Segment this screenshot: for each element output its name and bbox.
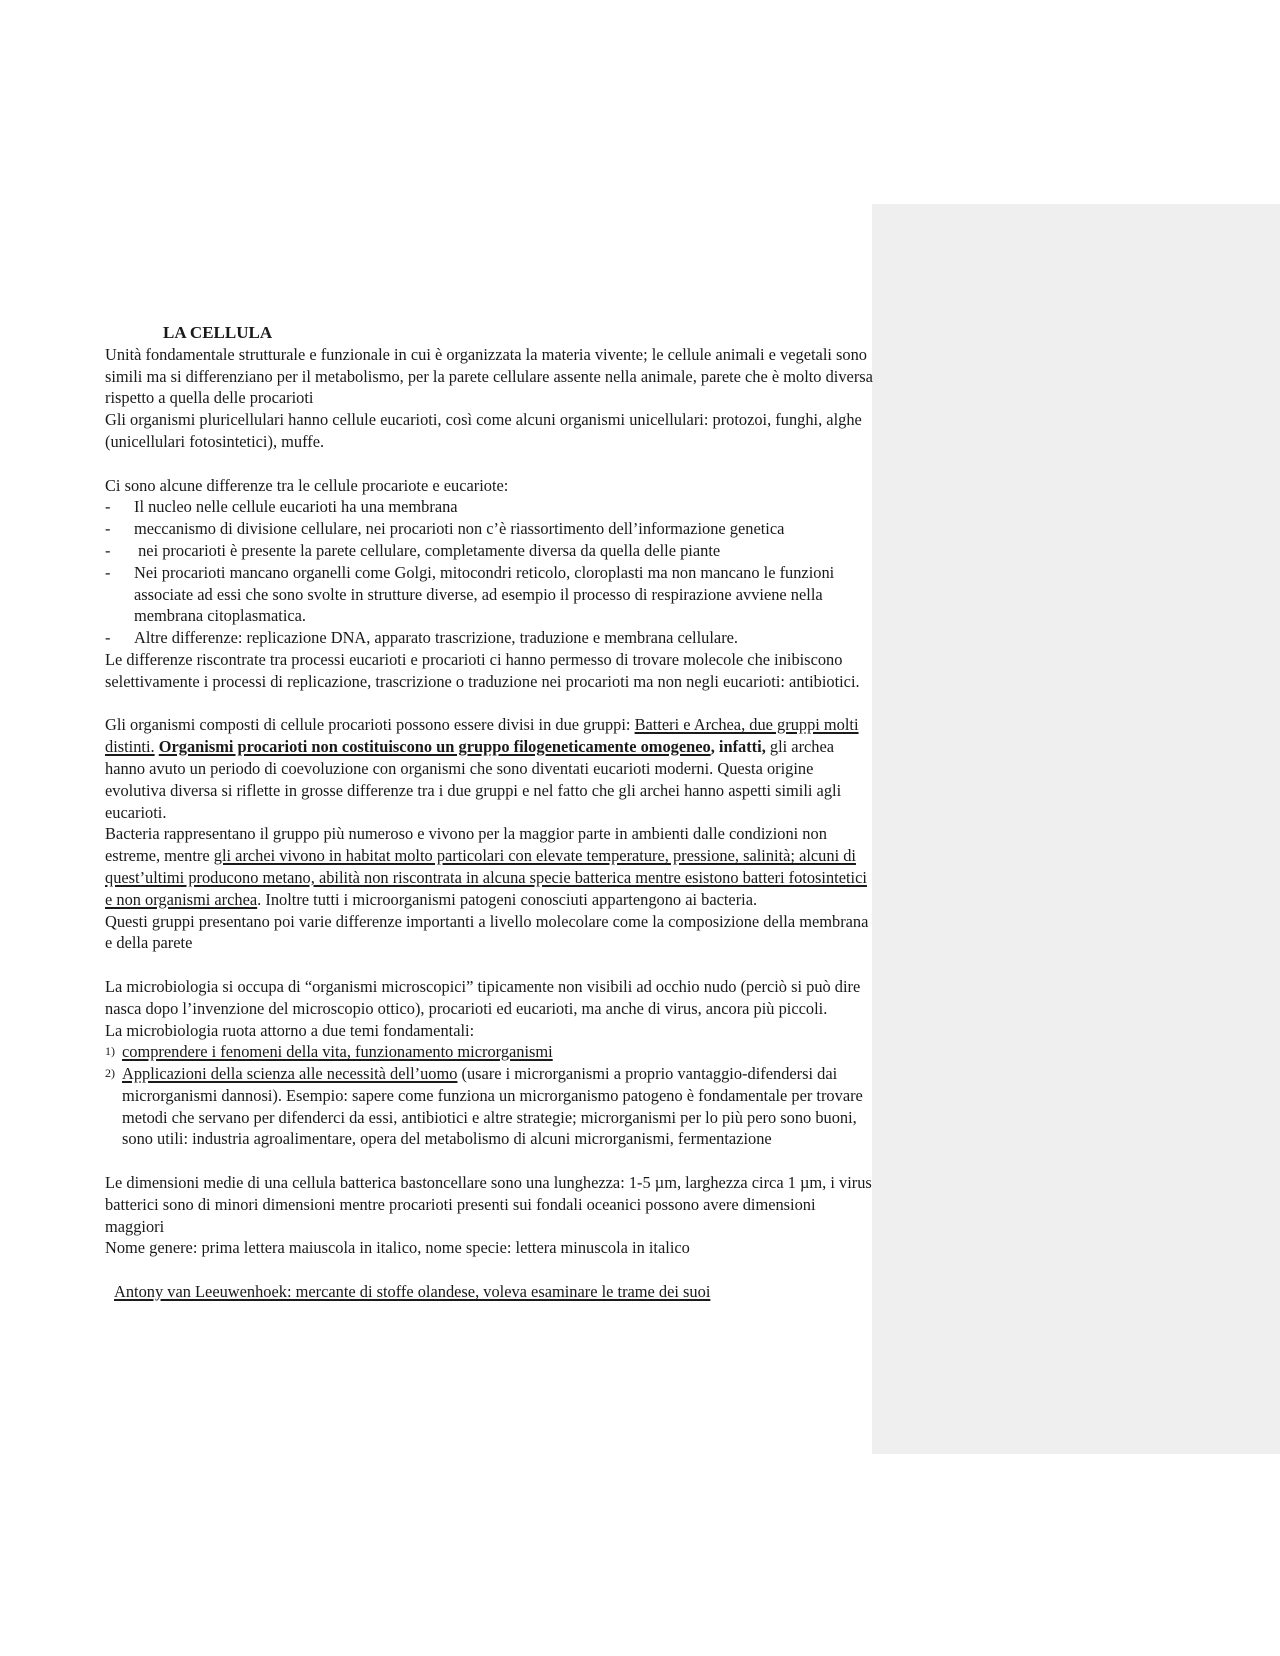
- text-run: Gli organismi composti di cellule procarioti possono essere divisi in due gruppi:: [105, 715, 635, 735]
- text-run: gli archea hanno avuto un periodo di coevoluzione con organismi che sono diventati eucarioti moderni. Questa origine evolutiva diversa si riflette in grosse differenze tra i due gruppi e nel fatto che gli archei hanno aspetti simili agli eucarioti.: [105, 737, 842, 822]
- list-item: [105, 562, 875, 627]
- paragraph-antibiotics: Le differenze riscontrate tra processi eucarioti e procarioti ci hanno permesso di trovare molecole che inibiscono selettivamente i processi di replicazione, trascrizione o traduzione nei procarioti ma non negli eucarioti: antibiotici.: [105, 649, 860, 691]
- paragraph-nomenclature: Nome genere: prima lettera maiuscola in italico, nome specie: lettera minuscola in italico: [105, 1238, 690, 1258]
- dash-marker: -: [105, 628, 111, 648]
- item-number: 1): [105, 1044, 115, 1059]
- list-item-text: nei procarioti è presente la parete cellulare, completamente diversa da quella delle piante: [138, 540, 721, 560]
- spacer: [105, 693, 875, 715]
- spacer: [105, 1259, 875, 1281]
- paragraph-intro: Unità fondamentale strutturale e funzionale in cui è organizzata la materia vivente; le cellule animali e vegetali sono simili ma si differenziano per il metabolismo, per la parete cellulare assente nella animale, parete che è molto diversa rispetto a quella delle procarioti: [105, 344, 873, 408]
- paragraph-pluricellular: Gli organismi pluricellulari hanno cellule eucarioti, così come alcuni organismi unicellulari: protozoi, funghi, alghe (unicellulari fotosintetici), muffe.: [105, 410, 862, 451]
- bold-underlined-text: Organismi procarioti non costituiscono un gruppo filogeneticamente omogeneo: [158, 737, 711, 757]
- list-item: [105, 627, 875, 649]
- paragraph-leeuwenhoek: [114, 1281, 875, 1303]
- comment-pane: [872, 204, 1280, 1454]
- paragraph-dimensions: Le dimensioni medie di una cellula batterica bastoncellare sono una lunghezza: 1-5 µm, larghezza circa 1 µm, i virus batterici sono di minori dimensioni mentre procarioti presenti sui fondali oceanici possono avere dimensioni maggiori: [105, 1173, 872, 1236]
- spacer: [105, 954, 875, 976]
- underlined-text: Batteri e Archea, due gruppi molti distinti.: [105, 715, 859, 757]
- document-title: LA CELLULA: [163, 323, 273, 342]
- list-item-text: Il nucleo nelle cellule eucarioti ha una membrana: [134, 497, 458, 517]
- differences-intro: Ci sono alcune differenze tra le cellule procariote e eucariote:: [105, 475, 509, 495]
- list-item-text: Altre differenze: replicazione DNA, apparato trascrizione, traduzione e membrana cellulare.: [134, 628, 739, 648]
- document-body: [105, 322, 875, 1303]
- numbered-item: [105, 1041, 875, 1063]
- underlined-text: Antony van Leeuwenhoek: mercante di stoffe olandese, voleva esaminare le trame dei suoi: [114, 1282, 711, 1302]
- list-item: [105, 496, 875, 518]
- text-run: . Inoltre tutti i microorganismi patogeni conosciuti appartengono ai bacteria.: [257, 889, 758, 909]
- list-item-text: Nei procarioti mancano organelli come Golgi, mitocondri reticolo, cloroplasti ma non mancano le funzioni associate ad essi che sono svolte in strutture diverse, ad esempio il processo di respirazione avviene nella membrana citoplasmatica.: [134, 562, 835, 626]
- numbered-item: [105, 1063, 875, 1150]
- spacer: [105, 453, 875, 475]
- underlined-text: gli archei vivono in habitat molto particolari con elevate temperature, pressione, salinità; alcuni di quest’ultimi producono metano, abilità non riscontrata in alcuna specie batterica mentre esistono batteri fotosintetici e non organismi archea: [105, 846, 867, 909]
- text-run: Bacteria rappresentano il gruppo più numeroso e vivono per la maggior parte in ambienti dalle condizioni non estreme, mentre: [105, 824, 827, 866]
- dash-marker: -: [105, 519, 111, 539]
- list-item: [105, 518, 875, 540]
- item-number: 2): [105, 1066, 115, 1081]
- dash-marker: -: [105, 497, 111, 517]
- underlined-text: comprendere i fenomeni della vita, funzionamento microrganismi: [122, 1042, 553, 1062]
- paragraph-bacteria: [105, 823, 875, 910]
- bold-text: , infatti,: [710, 737, 766, 757]
- list-item-text: meccanismo di divisione cellulare, nei procarioti non c’è riassortimento dell’informazione genetica: [134, 519, 785, 539]
- underlined-text: Applicazioni della scienza alle necessità dell’uomo: [122, 1064, 458, 1084]
- paragraph-themes-intro: La microbiologia ruota attorno a due temi fondamentali:: [105, 1020, 475, 1040]
- paragraph-microbiology: La microbiologia si occupa di “organismi microscopici” tipicamente non visibili ad occhio nudo (perciò si può dire nasca dopo l’invenzione del microscopio ottico), procarioti ed eucarioti, ma anche di virus, ancora più piccoli.: [105, 976, 861, 1018]
- spacer: [105, 1150, 875, 1172]
- list-item: [105, 540, 875, 562]
- dash-marker: -: [105, 540, 111, 560]
- paragraph-groups: [105, 714, 875, 823]
- dash-marker: -: [105, 562, 111, 582]
- text-run: (usare i microrganismi a proprio vantaggio-difendersi dai microrganismi dannosi). Esempio: sapere come funziona un microrganismo patogeno è fondamentale per trovare metodi che servano per difenderci da essi, antibiotici e altre strategie; microrganismi per lo più pero sono buoni, sono utili: industria agroalimentare, opera del metabolismo di alcuni microrganismi, fermentazione: [122, 1064, 863, 1149]
- paragraph-molecular: Questi gruppi presentano poi varie differenze importanti a livello molecolare come la composizione della membrana e della parete: [105, 911, 869, 953]
